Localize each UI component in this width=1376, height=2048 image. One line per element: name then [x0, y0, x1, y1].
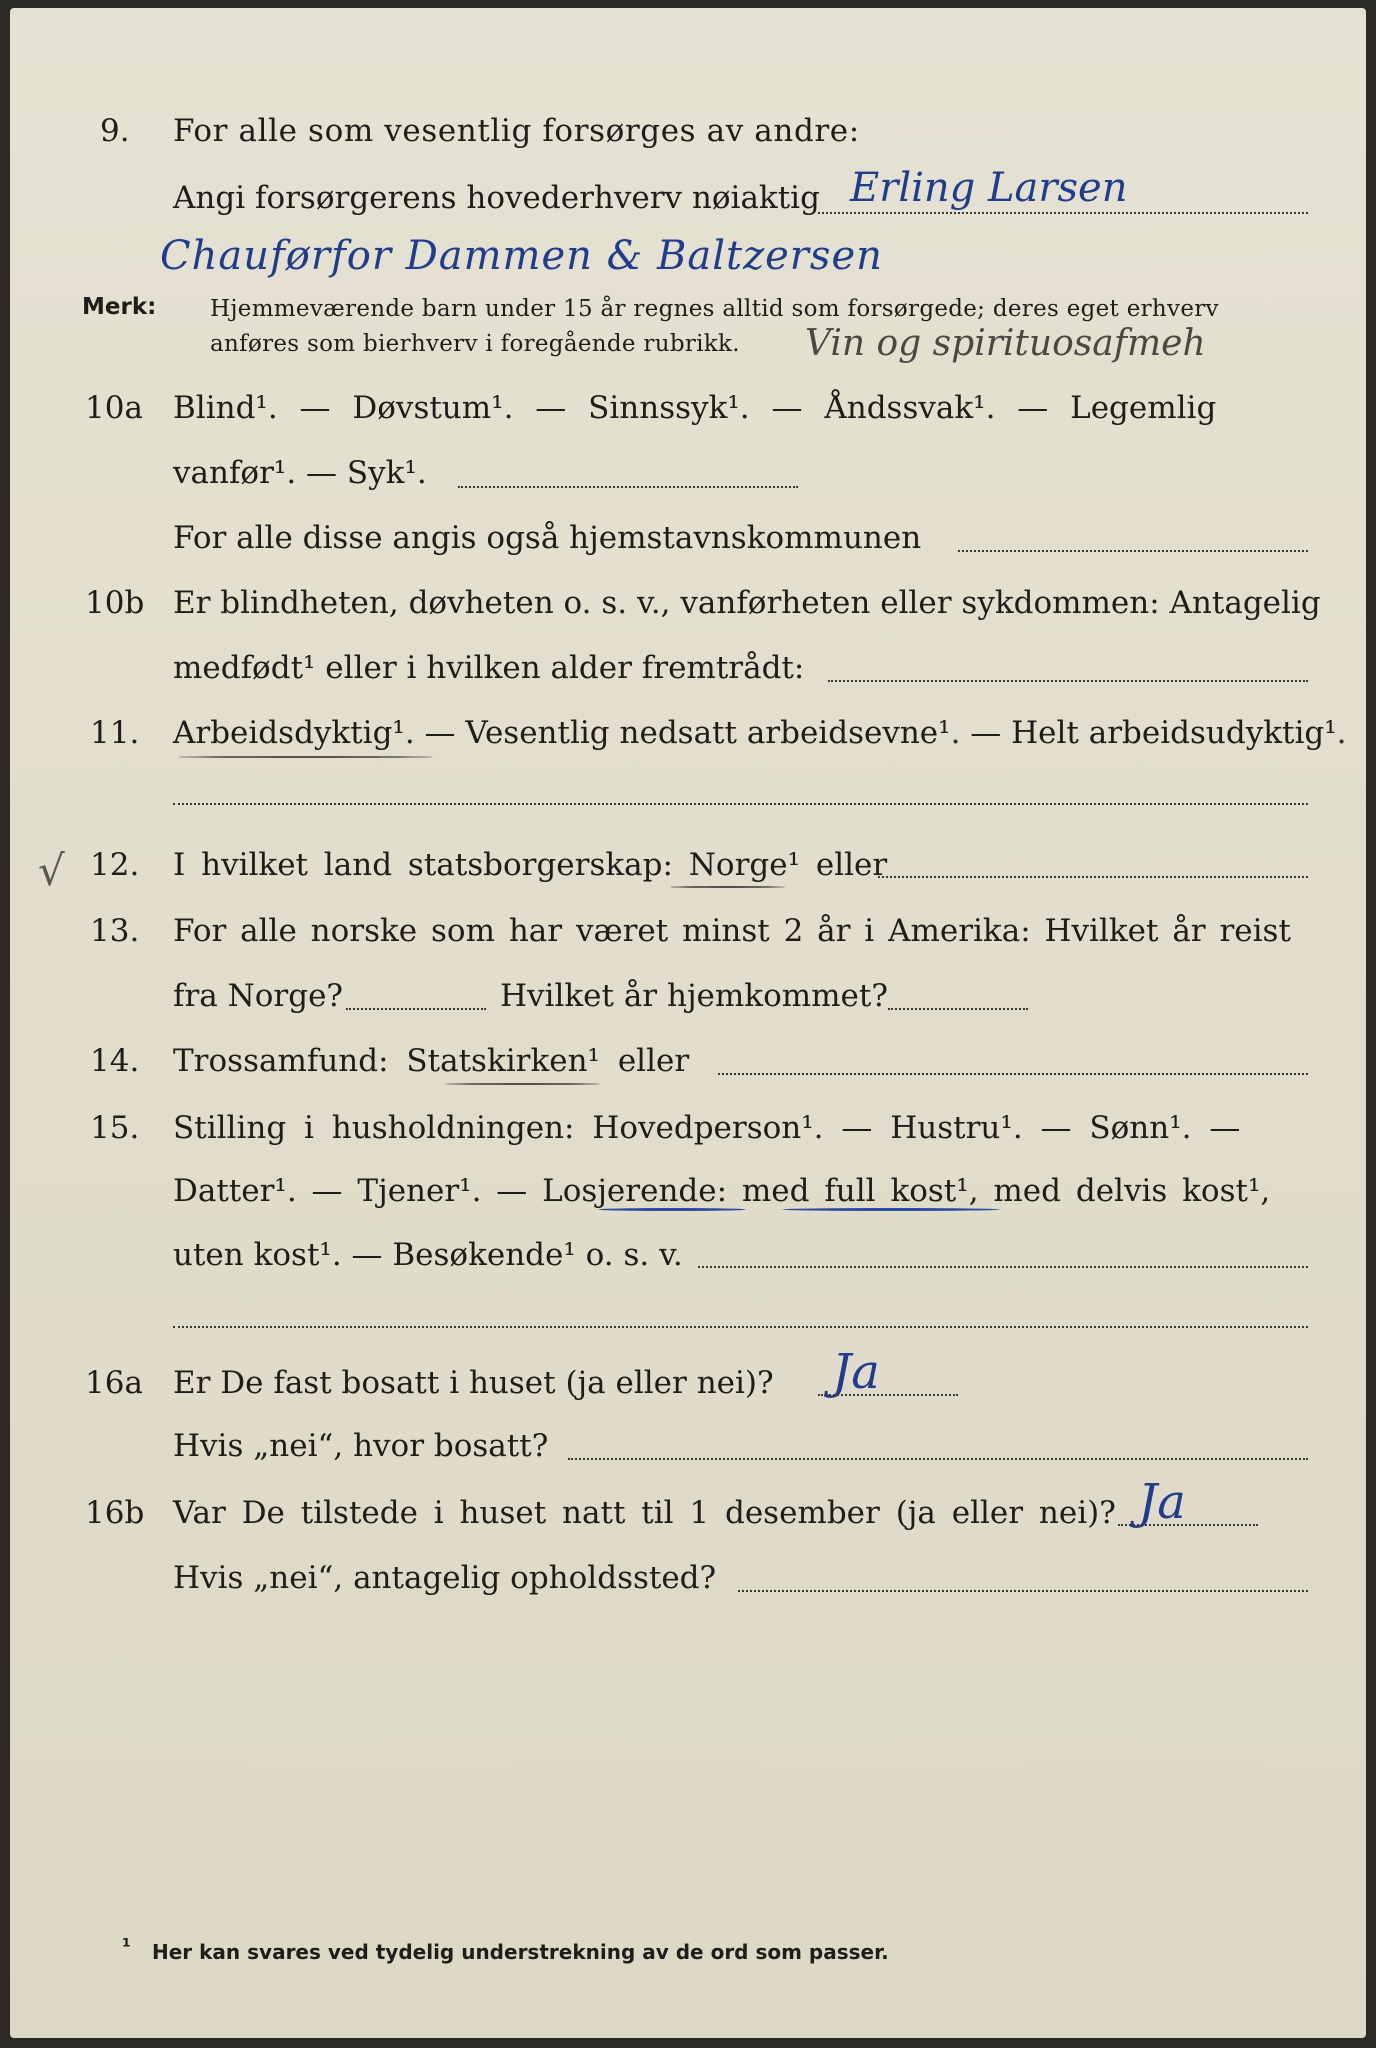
q10b-line1: Er blindheten, døvheten o. s. v., vanførheten eller sykdommen: Antagelig [173, 585, 1321, 621]
q13-line2a: fra Norge? [173, 978, 344, 1014]
q13-line1: For alle norske som har været minst 2 år i Amerika: Hvilket år reist [173, 913, 1291, 949]
q13-hjemkommet-line[interactable] [888, 1008, 1028, 1010]
q9-line1: For alle som vesentlig forsørges av andre: [173, 113, 860, 149]
q16a-handwritten-answer: Ja [832, 1344, 880, 1400]
q16a-line2: Hvis „nei“, hvor bosatt? [173, 1428, 549, 1464]
q10b-number: 10b [85, 585, 145, 621]
merk-pencil-answer: Vin og spirituosafmeh [805, 323, 1206, 364]
q10a-line1: Blind¹. — Døvstum¹. — Sinnssyk¹. — Åndssvak¹. — Legemlig [173, 390, 1217, 426]
q9-handwritten-occupation: Chauførfor Dammen & Baltzersen [160, 233, 883, 279]
q16b-number: 16b [85, 1495, 145, 1531]
merk-line1: Hjemmeværende barn under 15 år regnes alltid som forsørgede; deres eget erhverv [210, 296, 1219, 322]
q16b-answer-line[interactable] [1118, 1524, 1258, 1526]
q16a-number: 16a [85, 1365, 143, 1401]
q15-full-kost-underline [782, 1208, 1000, 1211]
merk-line2: anføres som bierhverv i foregående rubrikk. [210, 331, 740, 357]
q12-line1: I hvilket land statsborgerskap: Norge¹ eller [173, 847, 888, 883]
q9-answer-line[interactable] [818, 212, 1308, 214]
q10a-syk-line[interactable] [458, 486, 798, 488]
q15-extra-line[interactable] [173, 1326, 1308, 1328]
q9-line2: Angi forsørgerens hovederhverv nøiaktig [173, 180, 820, 216]
q11-answer-line[interactable] [173, 803, 1308, 805]
footnote-text: Her kan svares ved tydelig understrekning av de ord som passer. [152, 1940, 889, 1964]
q15-line1: Stilling i husholdningen: Hovedperson¹. — Hustru¹. — Sønn¹. — [173, 1110, 1241, 1146]
q10b-answer-line[interactable] [828, 680, 1308, 682]
q14-number: 14. [90, 1043, 140, 1079]
q16b-handwritten-answer: Ja [1138, 1474, 1186, 1530]
q15-answer-line[interactable] [698, 1266, 1308, 1268]
q14-line1: Trossamfund: Statskirken¹ eller [173, 1043, 690, 1079]
q15-losjerende-underline [598, 1208, 746, 1211]
q10a-number: 10a [85, 390, 143, 426]
q11-pencil-underline [178, 756, 433, 758]
q14-answer-line[interactable] [718, 1073, 1308, 1075]
q9-number: 9. [100, 113, 130, 149]
footnote-mark: ¹ [122, 1934, 131, 1958]
q16b-line1: Var De tilstede i huset natt til 1 desember (ja eller nei)? [173, 1495, 1116, 1531]
q14-pencil-underline [445, 1083, 600, 1085]
merk-label: Merk: [82, 294, 157, 320]
census-form-page [10, 8, 1366, 2038]
q15-line3: uten kost¹. — Besøkende¹ o. s. v. [173, 1237, 683, 1273]
q15-line2: Datter¹. — Tjener¹. — Losjerende: med full kost¹, med delvis kost¹, [173, 1173, 1271, 1209]
q13-reist-line[interactable] [346, 1008, 486, 1010]
q12-answer-line[interactable] [878, 876, 1308, 878]
q16b-line2: Hvis „nei“, antagelig opholdssted? [173, 1560, 717, 1596]
q16a-answer-line[interactable] [818, 1394, 958, 1396]
q16a-line1: Er De fast bosatt i huset (ja eller nei)? [173, 1365, 774, 1401]
q10a-hjemstavn-line[interactable] [958, 550, 1308, 552]
q10a-line2: vanfør¹. — Syk¹. [173, 455, 427, 491]
q13-line2b: Hvilket år hjemkommet? [500, 978, 888, 1014]
q11-line1: Arbeidsdyktig¹. — Vesentlig nedsatt arbeidsevne¹. — Helt arbeidsudyktig¹. [173, 715, 1347, 751]
q16b-opholdssted-line[interactable] [738, 1590, 1308, 1592]
q13-number: 13. [90, 913, 140, 949]
q10b-line2: medfødt¹ eller i hvilken alder fremtrådt: [173, 650, 805, 686]
q12-pencil-underline [670, 886, 785, 888]
q16a-bosatt-line[interactable] [568, 1458, 1308, 1460]
q15-number: 15. [90, 1110, 140, 1146]
q10a-line3: For alle disse angis også hjemstavnskommunen [173, 520, 922, 556]
q12-number: 12. [90, 847, 140, 883]
q9-handwritten-name: Erling Larsen [850, 165, 1128, 211]
q11-number: 11. [90, 715, 140, 751]
check-mark: √ [38, 846, 65, 895]
